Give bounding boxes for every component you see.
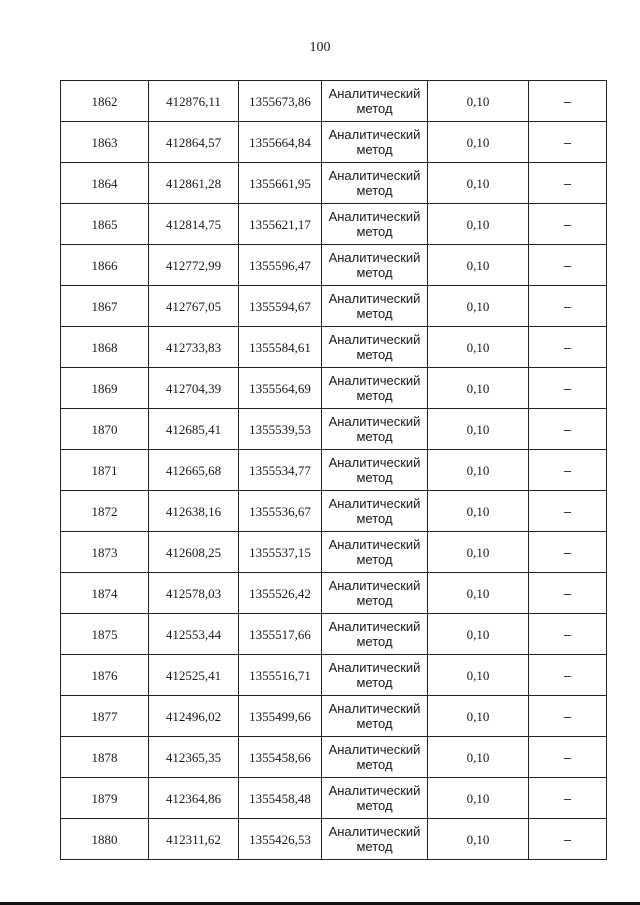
- cell-method: [322, 532, 428, 573]
- method-label-line1: Аналитический: [328, 537, 421, 552]
- cell-x-coordinate: 412861,28: [149, 163, 239, 204]
- cell-note: –: [529, 245, 607, 286]
- cell-point-number: 1870: [61, 409, 149, 450]
- cell-point-number: 1876: [61, 655, 149, 696]
- method-label-line2: метод: [356, 265, 393, 280]
- cell-y-coordinate: 1355564,69: [239, 368, 322, 409]
- cell-note: –: [529, 696, 607, 737]
- method-label-line2: метод: [356, 716, 393, 731]
- cell-method: [322, 573, 428, 614]
- cell-x-coordinate: 412608,25: [149, 532, 239, 573]
- cell-point-number: 1877: [61, 696, 149, 737]
- table-row: [61, 778, 607, 819]
- cell-y-coordinate: 1355661,95: [239, 163, 322, 204]
- method-label-line1: Аналитический: [328, 127, 421, 142]
- cell-method: [322, 163, 428, 204]
- cell-point-number: 1863: [61, 122, 149, 163]
- cell-x-coordinate: 412767,05: [149, 286, 239, 327]
- cell-y-coordinate: 1355596,47: [239, 245, 322, 286]
- cell-note: –: [529, 122, 607, 163]
- cell-x-coordinate: 412365,35: [149, 737, 239, 778]
- cell-accuracy: 0,10: [428, 614, 529, 655]
- cell-note: –: [529, 286, 607, 327]
- cell-x-coordinate: 412814,75: [149, 204, 239, 245]
- cell-x-coordinate: 412772,99: [149, 245, 239, 286]
- table-row: [61, 614, 607, 655]
- cell-y-coordinate: 1355673,86: [239, 81, 322, 122]
- table-row: [61, 409, 607, 450]
- method-label-line1: Аналитический: [328, 701, 421, 716]
- cell-x-coordinate: 412525,41: [149, 655, 239, 696]
- cell-point-number: 1864: [61, 163, 149, 204]
- method-label-line1: Аналитический: [328, 86, 421, 101]
- table-row: [61, 737, 607, 778]
- table-row: [61, 245, 607, 286]
- cell-method: [322, 409, 428, 450]
- cell-accuracy: 0,10: [428, 286, 529, 327]
- cell-note: –: [529, 819, 607, 860]
- table-row: [61, 81, 607, 122]
- cell-y-coordinate: 1355458,66: [239, 737, 322, 778]
- cell-note: –: [529, 81, 607, 122]
- cell-accuracy: 0,10: [428, 327, 529, 368]
- cell-x-coordinate: 412704,39: [149, 368, 239, 409]
- cell-accuracy: 0,10: [428, 696, 529, 737]
- method-label-line1: Аналитический: [328, 332, 421, 347]
- cell-method: [322, 204, 428, 245]
- cell-y-coordinate: 1355426,53: [239, 819, 322, 860]
- method-label-line2: метод: [356, 347, 393, 362]
- cell-note: –: [529, 491, 607, 532]
- method-label-line2: метод: [356, 388, 393, 403]
- cell-x-coordinate: 412553,44: [149, 614, 239, 655]
- cell-method: [322, 614, 428, 655]
- cell-point-number: 1879: [61, 778, 149, 819]
- cell-x-coordinate: 412876,11: [149, 81, 239, 122]
- method-label-line2: метод: [356, 757, 393, 772]
- cell-point-number: 1866: [61, 245, 149, 286]
- method-label-line1: Аналитический: [328, 783, 421, 798]
- cell-y-coordinate: 1355499,66: [239, 696, 322, 737]
- cell-accuracy: 0,10: [428, 532, 529, 573]
- cell-method: [322, 368, 428, 409]
- cell-point-number: 1878: [61, 737, 149, 778]
- cell-point-number: 1865: [61, 204, 149, 245]
- cell-point-number: 1867: [61, 286, 149, 327]
- cell-note: –: [529, 655, 607, 696]
- cell-y-coordinate: 1355534,77: [239, 450, 322, 491]
- cell-accuracy: 0,10: [428, 163, 529, 204]
- cell-point-number: 1871: [61, 450, 149, 491]
- cell-x-coordinate: 412685,41: [149, 409, 239, 450]
- method-label-line1: Аналитический: [328, 824, 421, 839]
- cell-y-coordinate: 1355516,71: [239, 655, 322, 696]
- cell-note: –: [529, 450, 607, 491]
- cell-accuracy: 0,10: [428, 81, 529, 122]
- cell-accuracy: 0,10: [428, 409, 529, 450]
- cell-method: [322, 245, 428, 286]
- method-label-line2: метод: [356, 224, 393, 239]
- cell-method: [322, 696, 428, 737]
- cell-x-coordinate: 412665,68: [149, 450, 239, 491]
- cell-point-number: 1874: [61, 573, 149, 614]
- cell-point-number: 1875: [61, 614, 149, 655]
- cell-y-coordinate: 1355536,67: [239, 491, 322, 532]
- cell-method: [322, 81, 428, 122]
- cell-note: –: [529, 327, 607, 368]
- cell-point-number: 1880: [61, 819, 149, 860]
- method-label-line2: метод: [356, 839, 393, 854]
- cell-note: –: [529, 532, 607, 573]
- table-row: [61, 327, 607, 368]
- cell-y-coordinate: 1355664,84: [239, 122, 322, 163]
- cell-point-number: 1873: [61, 532, 149, 573]
- method-label-line2: метод: [356, 470, 393, 485]
- cell-method: [322, 655, 428, 696]
- cell-note: –: [529, 614, 607, 655]
- method-label-line2: метод: [356, 183, 393, 198]
- cell-y-coordinate: 1355594,67: [239, 286, 322, 327]
- cell-note: –: [529, 204, 607, 245]
- method-label-line1: Аналитический: [328, 660, 421, 675]
- table-row: [61, 286, 607, 327]
- table-row: [61, 204, 607, 245]
- method-label-line2: метод: [356, 101, 393, 116]
- cell-x-coordinate: 412364,86: [149, 778, 239, 819]
- cell-accuracy: 0,10: [428, 491, 529, 532]
- method-label-line1: Аналитический: [328, 742, 421, 757]
- method-label-line2: метод: [356, 634, 393, 649]
- method-label-line2: метод: [356, 511, 393, 526]
- cell-method: [322, 778, 428, 819]
- page-number: 100: [309, 40, 331, 55]
- method-label-line2: метод: [356, 552, 393, 567]
- table-row: [61, 655, 607, 696]
- cell-x-coordinate: 412733,83: [149, 327, 239, 368]
- table-row: [61, 491, 607, 532]
- method-label-line1: Аналитический: [328, 373, 421, 388]
- cell-method: [322, 286, 428, 327]
- table-row: [61, 696, 607, 737]
- cell-accuracy: 0,10: [428, 450, 529, 491]
- cell-note: –: [529, 573, 607, 614]
- cell-note: –: [529, 409, 607, 450]
- cell-method: [322, 450, 428, 491]
- cell-method: [322, 819, 428, 860]
- method-label-line2: метод: [356, 798, 393, 813]
- cell-note: –: [529, 163, 607, 204]
- cell-note: –: [529, 778, 607, 819]
- cell-y-coordinate: 1355517,66: [239, 614, 322, 655]
- cell-accuracy: 0,10: [428, 245, 529, 286]
- method-label-line2: метод: [356, 306, 393, 321]
- cell-y-coordinate: 1355458,48: [239, 778, 322, 819]
- table-row: [61, 368, 607, 409]
- cell-x-coordinate: 412864,57: [149, 122, 239, 163]
- method-label-line1: Аналитический: [328, 291, 421, 306]
- cell-y-coordinate: 1355539,53: [239, 409, 322, 450]
- cell-accuracy: 0,10: [428, 368, 529, 409]
- cell-y-coordinate: 1355526,42: [239, 573, 322, 614]
- cell-method: [322, 491, 428, 532]
- table-row: [61, 532, 607, 573]
- cell-accuracy: 0,10: [428, 204, 529, 245]
- method-label-line1: Аналитический: [328, 168, 421, 183]
- cell-x-coordinate: 412578,03: [149, 573, 239, 614]
- table-row: [61, 450, 607, 491]
- cell-y-coordinate: 1355537,15: [239, 532, 322, 573]
- cell-y-coordinate: 1355621,17: [239, 204, 322, 245]
- cell-method: [322, 327, 428, 368]
- method-label-line1: Аналитический: [328, 619, 421, 634]
- method-label-line2: метод: [356, 593, 393, 608]
- cell-point-number: 1862: [61, 81, 149, 122]
- cell-y-coordinate: 1355584,61: [239, 327, 322, 368]
- table-row: [61, 122, 607, 163]
- cell-point-number: 1868: [61, 327, 149, 368]
- cell-accuracy: 0,10: [428, 737, 529, 778]
- cell-accuracy: 0,10: [428, 819, 529, 860]
- method-label-line1: Аналитический: [328, 209, 421, 224]
- cell-note: –: [529, 368, 607, 409]
- table-row: [61, 573, 607, 614]
- method-label-line2: метод: [356, 429, 393, 444]
- cell-point-number: 1869: [61, 368, 149, 409]
- coordinates-table-body: [61, 81, 607, 860]
- cell-method: [322, 737, 428, 778]
- cell-note: –: [529, 737, 607, 778]
- method-label-line1: Аналитический: [328, 414, 421, 429]
- cell-accuracy: 0,10: [428, 122, 529, 163]
- cell-accuracy: 0,10: [428, 573, 529, 614]
- method-label-line2: метод: [356, 675, 393, 690]
- cell-accuracy: 0,10: [428, 778, 529, 819]
- table-row: [61, 163, 607, 204]
- cell-accuracy: 0,10: [428, 655, 529, 696]
- coordinates-table: [60, 80, 607, 860]
- method-label-line1: Аналитический: [328, 250, 421, 265]
- cell-method: [322, 122, 428, 163]
- cell-x-coordinate: 412311,62: [149, 819, 239, 860]
- method-label-line2: метод: [356, 142, 393, 157]
- method-label-line1: Аналитический: [328, 496, 421, 511]
- cell-point-number: 1872: [61, 491, 149, 532]
- table-row: [61, 819, 607, 860]
- cell-x-coordinate: 412638,16: [149, 491, 239, 532]
- method-label-line1: Аналитический: [328, 455, 421, 470]
- cell-x-coordinate: 412496,02: [149, 696, 239, 737]
- method-label-line1: Аналитический: [328, 578, 421, 593]
